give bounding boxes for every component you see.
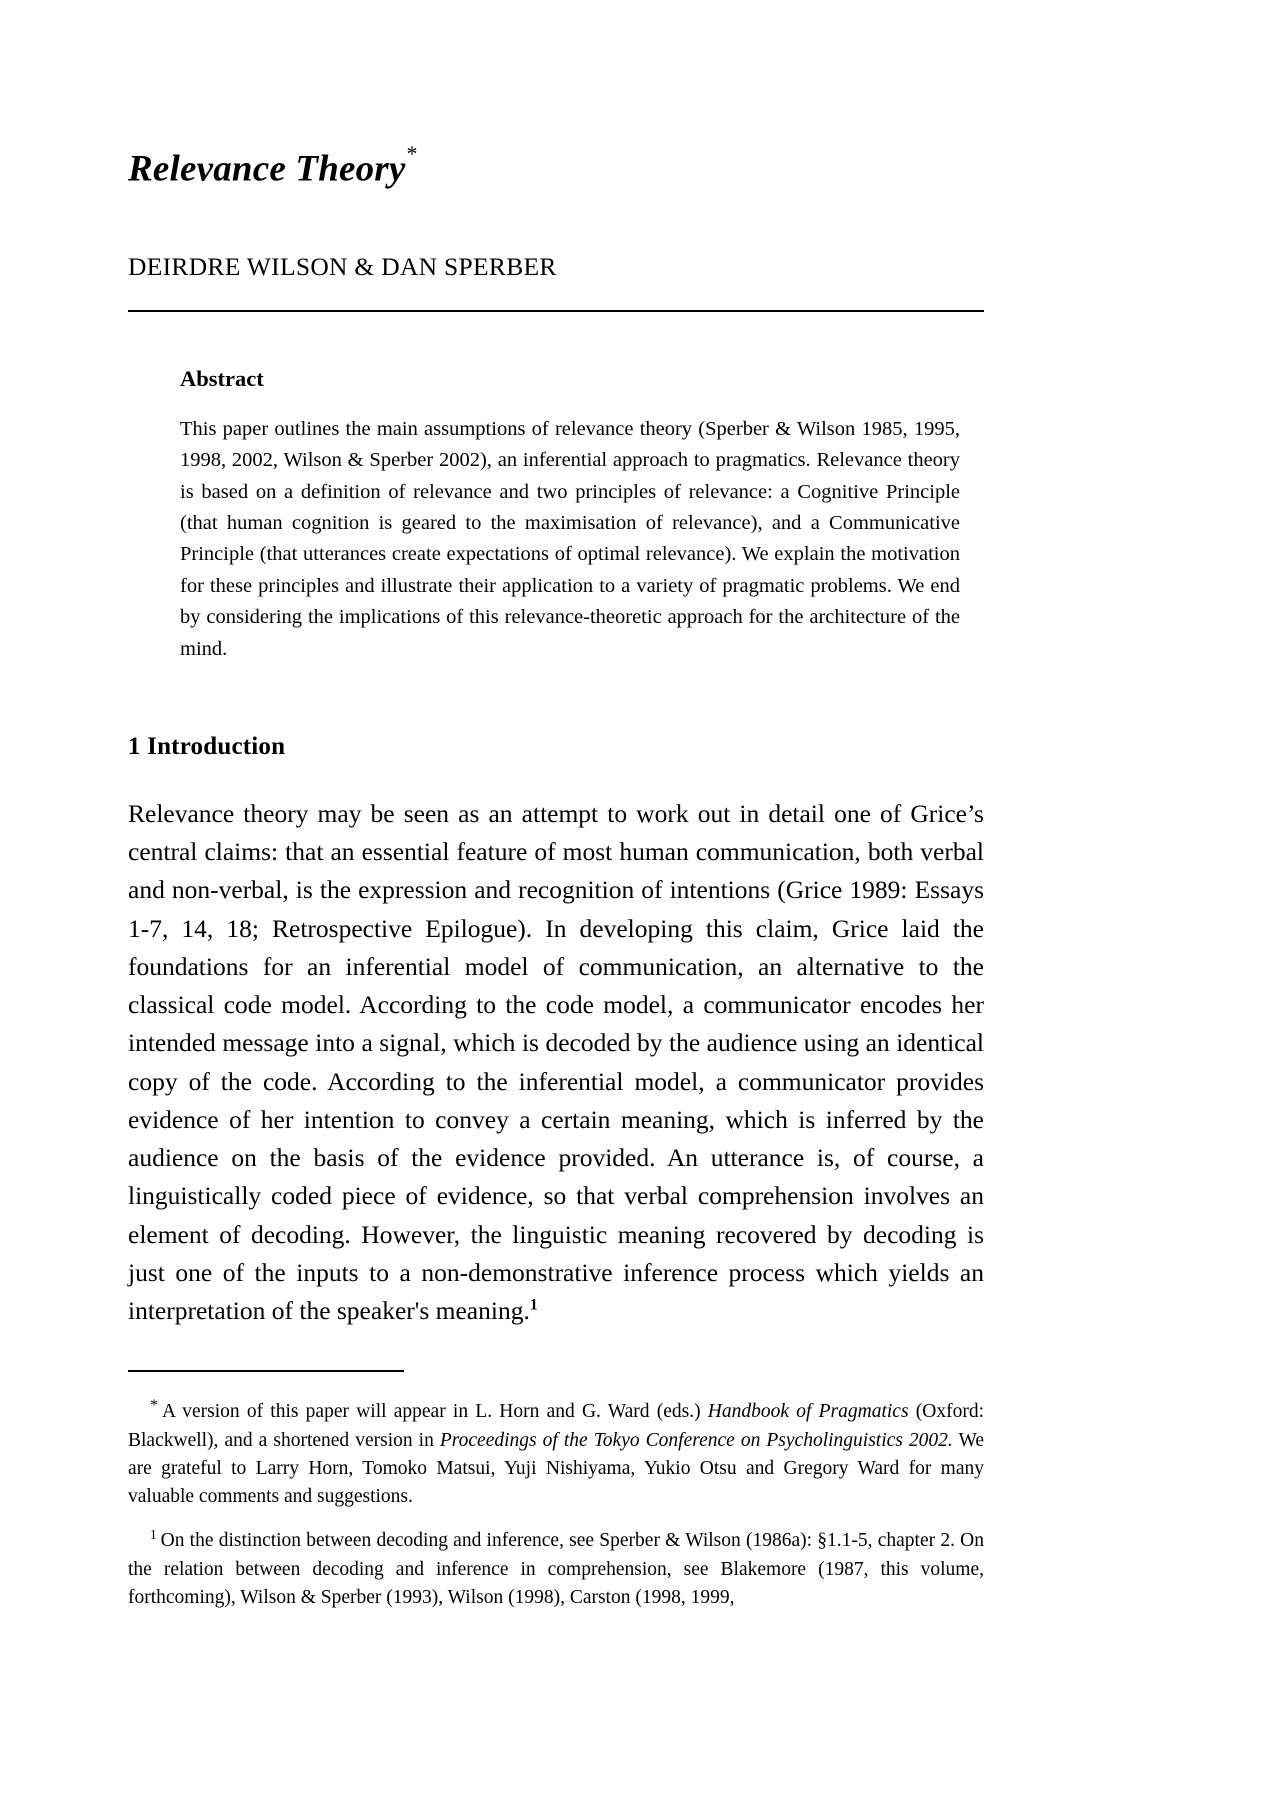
- body-paragraph: [128, 795, 984, 1331]
- footnotes-block: [128, 1398, 984, 1612]
- body-footnote-marker: 1: [529, 1296, 538, 1314]
- footnote-one: [128, 1527, 984, 1612]
- section-heading-introduction: 1 Introduction: [128, 732, 286, 760]
- title-footnote-marker: *: [406, 141, 418, 166]
- footnote-marker-asterisk: *: [150, 1396, 158, 1414]
- footnote-marker-one: 1: [150, 1526, 157, 1542]
- body-paragraph-text: Relevance theory may be seen as an attempt to work out in detail one of Grice’s central claims: that an essential feature of most human communication, both verbal and non-verbal, is the expression and recognition of intentions (Grice 1989: Essays 1-7, 14, 18; Retrospective Epilogue). In developing this claim, Grice laid the foundations for an inferential model of communication, an alternative to the classical code model. According to the code model, a communicator encodes her intended message into a signal, which is decoded by the audience using an identical copy of the code. According to the inferential model, a communicator provides evidence of her intention to convey a certain meaning, which is inferred by the audience on the basis of the evidence provided. An utterance is, of course, a linguistically coded piece of evidence, so that verbal comprehension involves an element of decoding. However, the linguistic meaning recovered by decoding is just one of the inputs to a non-demonstrative inference process which yields an interpretation of the speaker's meaning.: [128, 798, 984, 1326]
- title-block: [128, 0, 984, 190]
- footnote-divider: [128, 1370, 404, 1372]
- footnote-asterisk: [128, 1398, 984, 1511]
- footnote-asterisk-part3: We are grateful to Larry Horn, Tomoko Matsui, Yuji Nishiyama, Yukio Otsu and Gregory Ward for many valuable comments and suggestions.: [128, 1429, 984, 1508]
- footnote-one-part1: On the distinction between decoding and inference, see Sperber & Wilson (1986a): §1.1-5, chapter 2. On the relation between decoding and inference in comprehension, see Blakemore (1987, this volume, forthcoming), Wilson & Sperber (1993), Wilson (1998), Carston (1998, 1999,: [128, 1530, 984, 1608]
- abstract-section: [180, 366, 960, 665]
- abstract-heading: Abstract: [180, 366, 264, 392]
- page-title: [128, 141, 984, 190]
- footnote-asterisk-italic1: Handbook of Pragmatics: [707, 1401, 909, 1423]
- footnote-asterisk-italic2: Proceedings of the Tokyo Conference on Psycholinguistics 2002.: [439, 1429, 953, 1451]
- page-title-text: Relevance Theory: [128, 148, 406, 190]
- footnote-asterisk-part2: (Oxford: Blackwell), and a shortened version in: [128, 1401, 984, 1451]
- page-content: [128, 0, 984, 1628]
- header-divider: [128, 310, 984, 312]
- authors-line: DEIRDRE WILSON & DAN SPERBER: [128, 252, 557, 282]
- abstract-body: This paper outlines the main assumptions of relevance theory (Sperber & Wilson 1985, 1995, 1998, 2002, Wilson & Sperber 2002), an inferential approach to pragmatics. Relevance theory is based on a definition of relevance and two principles of relevance: a Cognitive Principle (that human cognition is geared to the maximisation of relevance), and a Communicative Principle (that utterances create expectations of optimal relevance). We explain the motivation for these principles and illustrate their application to a variety of pragmatic problems. We end by considering the implications of this relevance-theoretic approach for the architecture of the mind.: [180, 418, 960, 660]
- footnote-asterisk-part1: A version of this paper will appear in L. Horn and G. Ward (eds.): [162, 1401, 708, 1423]
